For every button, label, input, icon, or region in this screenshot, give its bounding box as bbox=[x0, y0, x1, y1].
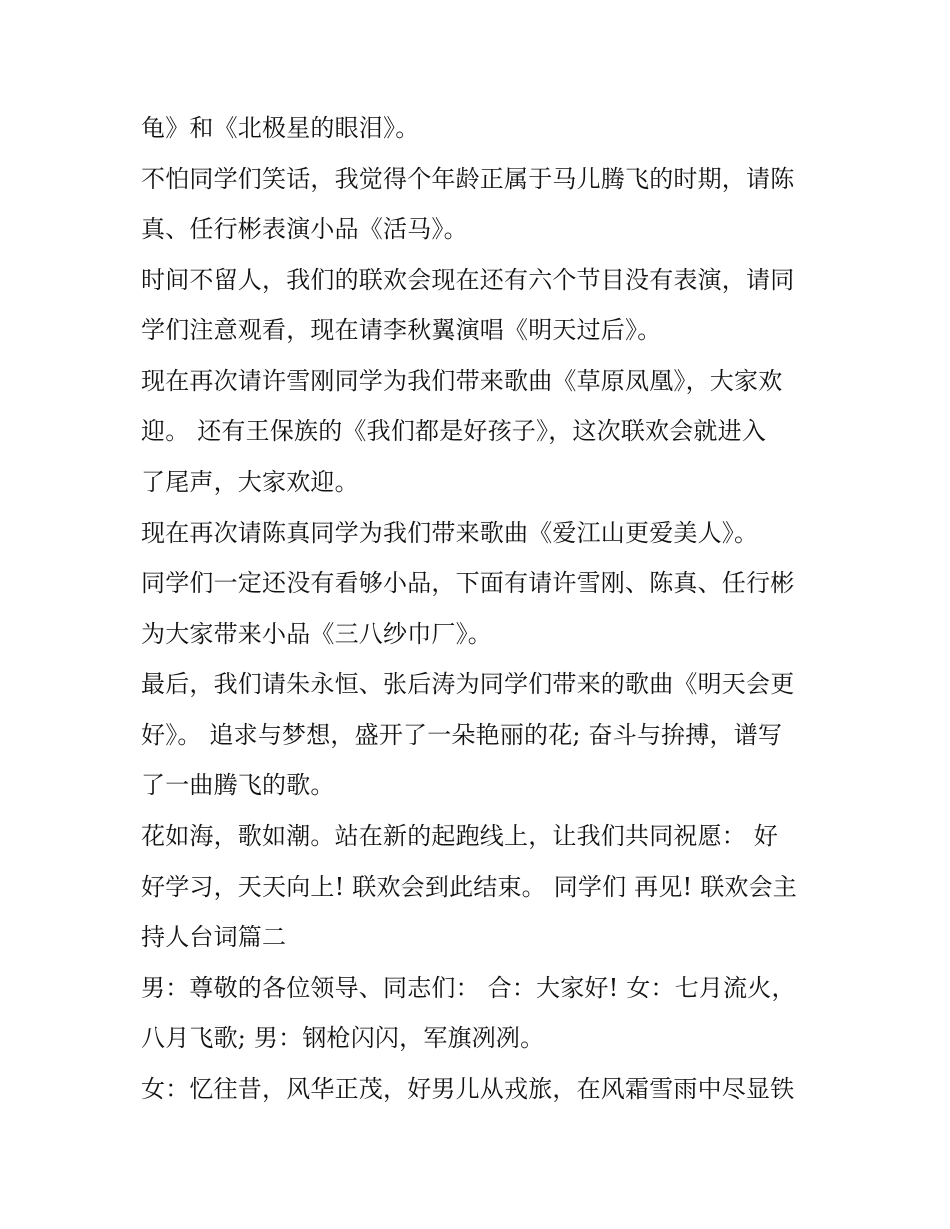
text-line: 了一曲腾飞的歌。 bbox=[141, 771, 335, 799]
text-line: 女：忆往昔，风华正茂，好男儿从戎旅，在风霜雪雨中尽显铁 bbox=[141, 1075, 795, 1103]
text-line: 了尾声，大家欢迎。 bbox=[141, 468, 359, 496]
text-line: 好》。 追求与梦想，盛开了一朵艳丽的花; 奋斗与拚搏，谱写 bbox=[141, 721, 783, 749]
text-line: 最后，我们请朱永恒、张后涛为同学们带来的歌曲《明天会更 bbox=[141, 670, 795, 698]
text-line: 八月飞歌; 男：钢枪闪闪，军旗冽冽。 bbox=[141, 1024, 545, 1052]
text-line: 现在再次请陈真同学为我们带来歌曲《爱江山更爱美人》。 bbox=[141, 519, 759, 547]
text-line: 学们注意观看，现在请李秋翼演唱《明天过后》。 bbox=[141, 316, 662, 344]
text-line: 龟》和《北极星的眼泪》。 bbox=[141, 114, 420, 142]
text-line: 同学们一定还没有看够小品，下面有请许雪刚、陈真、任行彬 bbox=[141, 569, 795, 597]
text-line: 时间不留人，我们的联欢会现在还有六个节目没有表演，请同 bbox=[141, 266, 795, 294]
text-line: 不怕同学们笑话，我觉得个年龄正属于马儿腾飞的时期，请陈 bbox=[141, 165, 795, 193]
text-line: 迎。 还有王保族的《我们都是好孩子》，这次联欢会就进入 bbox=[141, 417, 767, 445]
text-line: 花如海，歌如潮。站在新的起跑线上，让我们共同祝愿： 好 bbox=[141, 822, 779, 850]
text-line: 男：尊敬的各位领导、同志们： 合：大家好! 女：七月流火， bbox=[141, 974, 796, 1002]
text-line: 持人台词篇二 bbox=[141, 923, 287, 951]
text-line: 为大家带来小品《三八纱巾厂》。 bbox=[141, 620, 492, 648]
text-line: 真、任行彬表演小品《活马》。 bbox=[141, 215, 468, 243]
text-line: 好学习，天天向上! 联欢会到此结束。 同学们 再见! 联欢会主 bbox=[141, 873, 798, 901]
text-line: 现在再次请许雪刚同学为我们带来歌曲《草原凤凰》，大家欢 bbox=[141, 367, 783, 395]
